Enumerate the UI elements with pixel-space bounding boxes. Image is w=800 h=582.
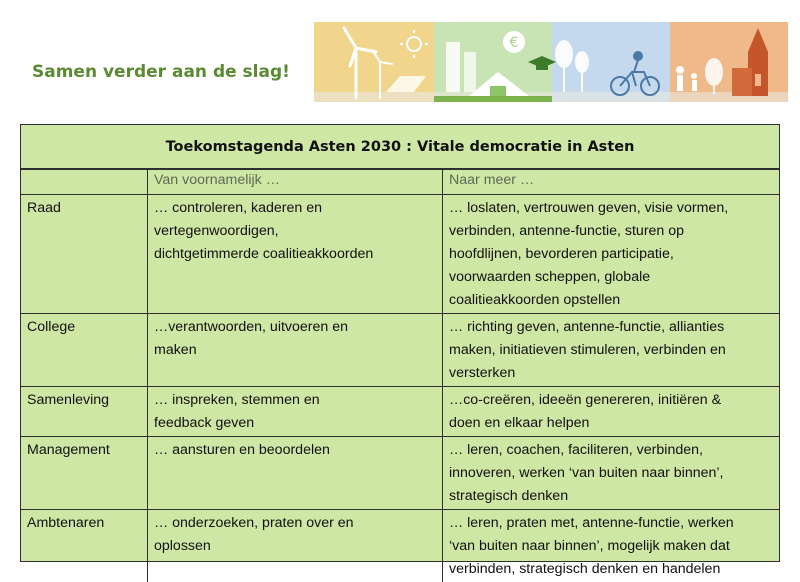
to-cell <box>443 195 780 314</box>
cell-line: verbinden, strategisch denken en handelen <box>449 558 773 581</box>
cell-line: dichtgetimmerde coalitieakkoorden <box>154 243 436 266</box>
actor-cell: Management <box>21 437 148 510</box>
table-header-row <box>21 170 779 195</box>
cell-line: …co-creëren, ideeën genereren, initiëren & <box>449 389 773 412</box>
table-row <box>21 314 779 387</box>
cell-line: vertegenwoordigen, <box>154 220 436 243</box>
actor-cell: College <box>21 314 148 387</box>
cell-line: … onderzoeken, praten over en <box>154 512 436 535</box>
to-cell <box>443 314 780 387</box>
cell-line: oplossen <box>154 535 436 558</box>
banner-illustration <box>314 22 788 102</box>
svg-text:€: € <box>510 35 519 51</box>
cell-line: … leren, coachen, faciliteren, verbinden, <box>449 439 773 462</box>
cell-line: versterken <box>449 362 773 385</box>
from-cell <box>148 387 443 437</box>
actor-cell: Ambtenaren <box>21 510 148 582</box>
to-cell <box>443 437 780 510</box>
table-row <box>21 387 779 437</box>
cell-line: verbinden, antenne-functie, sturen op <box>449 220 773 243</box>
from-cell <box>148 510 443 582</box>
cell-line: … controleren, kaderen en <box>154 197 436 220</box>
header-actor <box>21 170 148 195</box>
cell-line: … loslaten, vertrouwen geven, visie vormen, <box>449 197 773 220</box>
cell-line: … richting geven, antenne-functie, allianties <box>449 316 773 339</box>
from-cell <box>148 314 443 387</box>
euro-icon <box>503 31 525 53</box>
cell-line: … aansturen en beoordelen <box>154 439 436 462</box>
header-from: Van voornamelijk … <box>148 170 443 195</box>
from-cell <box>148 437 443 510</box>
to-cell <box>443 510 780 582</box>
comparison-table <box>21 169 779 582</box>
cell-line: …verantwoorden, uitvoeren en <box>154 316 436 339</box>
slogan: Samen verder aan de slag! <box>32 62 290 82</box>
header-to: Naar meer … <box>443 170 780 195</box>
cell-line: feedback geven <box>154 412 436 435</box>
table-row <box>21 510 779 582</box>
cell-line: voorwaarden scheppen, globale <box>449 266 773 289</box>
cell-line: ‘van buiten naar binnen’, mogelijk maken dat <box>449 535 773 558</box>
table-title: Toekomstagenda Asten 2030 : Vitale democratie in Asten <box>21 125 779 169</box>
cell-line: coalitieakkoorden opstellen <box>449 289 773 312</box>
cell-line: … inspreken, stemmen en <box>154 389 436 412</box>
to-cell <box>443 387 780 437</box>
actor-cell: Raad <box>21 195 148 314</box>
cell-line: hoofdlijnen, bevorderen participatie, <box>449 243 773 266</box>
table-row <box>21 437 779 510</box>
cell-line: maken, initiatieven stimuleren, verbinden en <box>449 339 773 362</box>
cell-line: … leren, praten met, antenne-functie, werken <box>449 512 773 535</box>
cell-line: maken <box>154 339 436 362</box>
from-cell <box>148 195 443 314</box>
cell-line: innoveren, werken ‘van buiten naar binnen’, <box>449 462 773 485</box>
actor-cell: Samenleving <box>21 387 148 437</box>
table-row <box>21 195 779 314</box>
agenda-table <box>20 124 780 562</box>
cell-line: strategisch denken <box>449 485 773 508</box>
cell-line: doen en elkaar helpen <box>449 412 773 435</box>
